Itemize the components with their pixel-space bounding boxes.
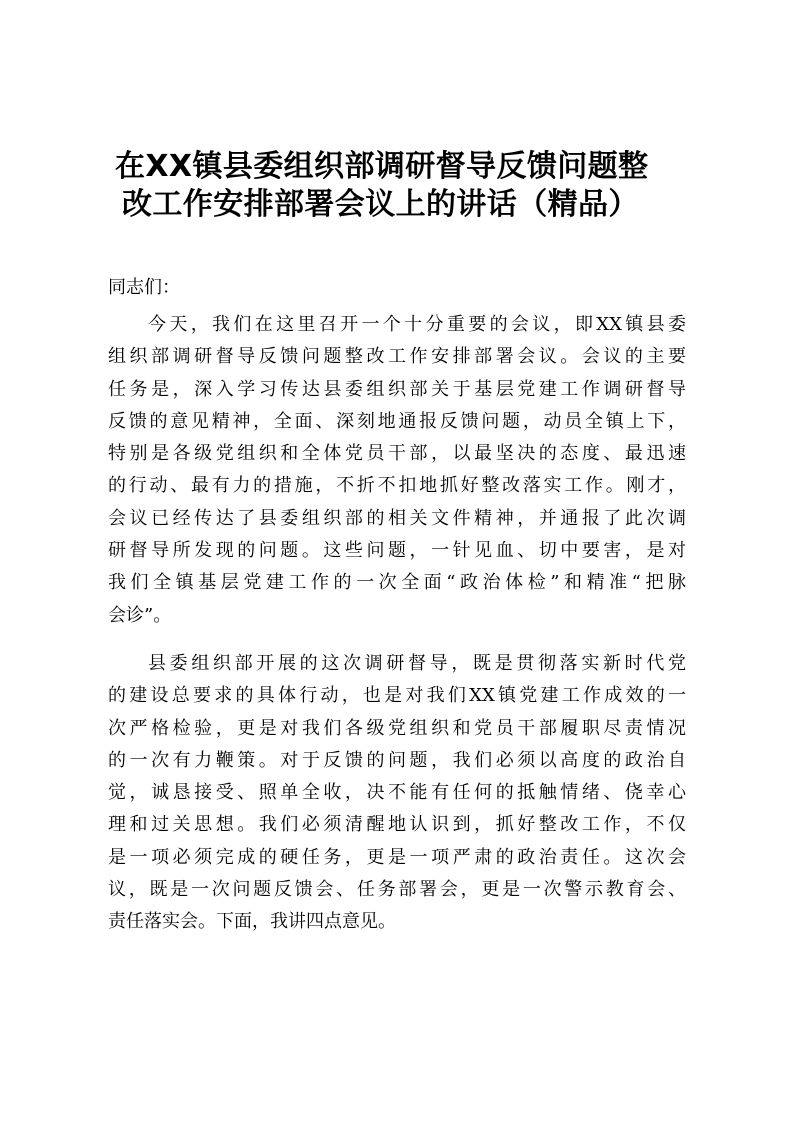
paragraph-line: 的行动、最有力的措施，不折不扣地抓好整改落实工作。刚才， [108,475,686,497]
paragraph-line: 反馈的意见精神，全面、深刻地通报反馈问题，动员全镇上下， [108,410,686,432]
document-body [108,276,686,943]
paragraph-line: 的建设总要求的具体行动，也是对我们XX镇党建工作成效的一 [108,685,686,707]
document-title [0,148,793,224]
paragraph [108,313,686,636]
paragraph-line: 是一项必须完成的硬任务，更是一项严肃的政治责任。这次会 [108,846,686,868]
paragraph-line: 今天，我们在这里召开一个十分重要的会议，即XX镇县委 [148,314,686,335]
salutation: 同志们： [108,277,180,298]
paragraph-line: 研督导所发现的问题。这些问题，一针见血、切中要害，是对 [108,540,686,562]
paragraph-line: 任务是，深入学习传达县委组织部关于基层党建工作调研督导 [108,378,686,400]
title-line-2: 改工作安排部署会议上的讲话（精品） [122,187,639,222]
paragraph-line: 县委组织部开展的这次调研督导，既是贯彻落实新时代党 [148,652,686,674]
paragraph-line: 理和过关思想。我们必须清醒地认识到，抓好整改工作，不仅 [108,814,686,836]
paragraph-line: 特别是各级党组织和全体党员干部，以最坚决的态度、最迅速 [108,443,686,465]
paragraph-line: 会议已经传达了县委组织部的相关文件精神，并通报了此次调 [108,507,686,529]
paragraph-line: 我们全镇基层党建工作的一次全面“政治体检”和精准“把脉 [108,572,686,594]
paragraph [108,652,686,943]
paragraph-line: 会诊”。 [108,604,172,626]
paragraph-line: 次严格检验，更是对我们各级党组织和党员干部履职尽责情况 [108,717,686,739]
paragraph-line: 组织部调研督导反馈问题整改工作安排部署会议。会议的主要 [108,346,686,368]
paragraph-line: 议，既是一次问题反馈会、任务部署会，更是一次警示教育会、 [108,879,686,901]
paragraph-line: 责任落实会。下面，我讲四点意见。 [108,911,396,933]
paragraph-line: 觉，诚恳接受、照单全收，决不能有任何的抵触情绪、侥幸心 [108,782,686,804]
title-line-1: 在XX镇县委组织部调研督导反馈问题整 [115,149,649,184]
paragraph-line: 的一次有力鞭策。对于反馈的问题，我们必须以高度的政治自 [108,749,686,771]
